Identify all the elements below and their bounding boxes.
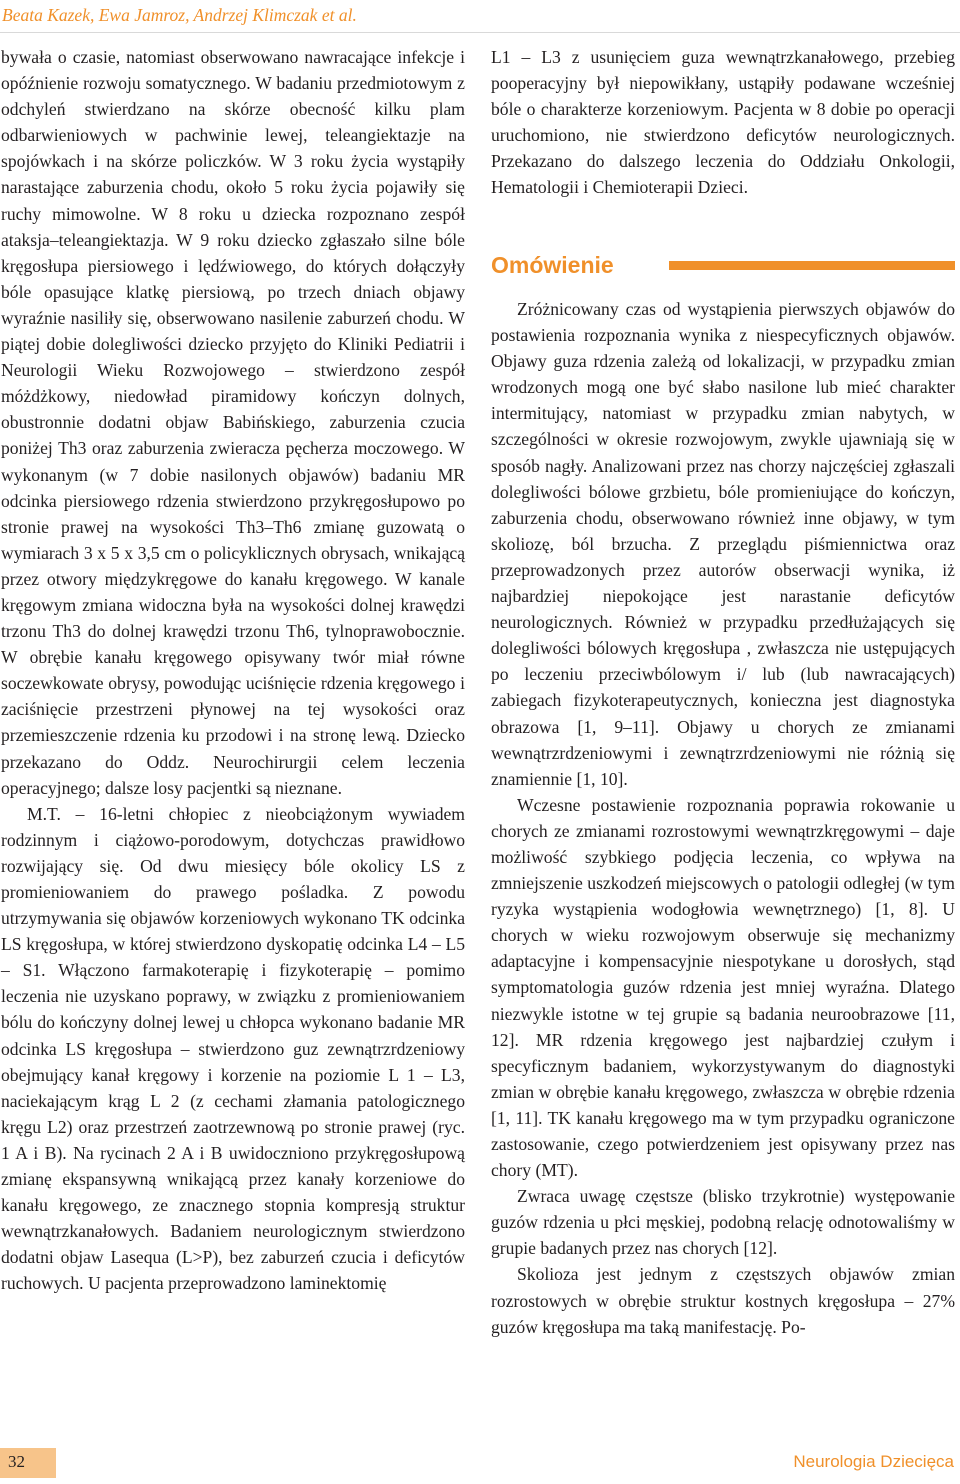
body-paragraph: Zróżnicowany czas od wystąpienia pierwszych objawów do postawienia rozpoznania wynika z niespecyficznych objawów. Objawy guza rdzenia zależą od lokalizacji, w przypadku zmian wrodzonych mogą one być słabo nasilone lub mieć charakter intermitujący, natomiast w przypadku zmian nabytych, w szczególności w okresie rozwojowym, zwykle ujawniają się w sposób nagły. Analizowani przez nas chorzy najczęściej zgłaszali dolegliwości bólowe grzbietu, bóle promieniujące do kończyn, zaburzenia chodu, obserwowano również inne objawy, w tym skoliozę, ból brzucha. Z przeglądu piśmiennictwa oraz przeprowadzonych przez autorów obserwacji wynika, iż najbardziej niepokojące jest narastanie deficytów neurologicznych. Również w przypadku przedłużających się dolegliwości bólowych kręgosłupa , zwłaszcza nie ustępujących po leczeniu przeciwbólowym i/ lub (lub nawracających) zabiegach fizykoterapeutycznych, konieczna jest diagnostyka obrazowa [1, 9–11]. Objawy u chorych ze zmianami wewnątrzrdzeniowymi i zewnątrzrdzeniowymi nie różnią się znamiennie [1, 10]. bbox=[491, 299, 955, 789]
page-number-box bbox=[0, 1448, 56, 1478]
body-paragraph: Wczesne postawienie rozpoznania poprawia rokowanie u chorych ze zmianami rozrostowymi wewnątrzkręgowymi – daje możliwość szybkiego podjęcia leczenia, co wpływa na zmniejszenie uszkodzeń miejscowych o patologii odległej (w tym ryzyka wystąpienia wodogłowia wewnętrznego) [1, 8]. U chorych w wieku rozwojowym obserwuje się mechanizmy adaptacyjne i kompensacyjnie niespotykane u dorosłych, stąd symptomatologia guzów rdzenia jest mniej wyraźna. Dlatego niezwykle istotne w tej grupie są badania neuroobrazowe [11, 12]. MR rdzenia kręgowego jest najbardziej czułym i specyficznym badaniem, wykorzystywanym do diagnostyki zmian w obrębie kanału kręgowego, zwłaszcza w obrębie rdzenia [1, 11]. TK kanału kręgowego ma w tym przypadku ograniczone zastosowanie, czego potwierdzeniem jest opisywany przez nas chory (MT). bbox=[491, 794, 955, 1181]
body-paragraph: M.T. – 16-letni chłopiec z nieobciążonym wywiadem rodzinnym i ciążowo-porodowym, dotychczas prawidłowo rozwijający się. Od dwu miesięcy bóle okolicy LS z promieniowaniem do prawego pośladka. Z powodu utrzymywania się objawów korzeniowych wykonano TK odcinka LS kręgosłupa, w której stwierdzono dyskopatię odcinka L4 – L5 – S1. Włączono farmakoterapię i fizykoterapię – pomimo leczenia nie uzyskano poprawy, w związku z promieniowaniem bólu do kończyny dolnej lewej u chłopca wykonano badanie MR odcinka LS kręgosłupa – stwierdzono guz zewnątrzrdzeniowy obejmujący kanał kręgowy i korzenie na poziomie L 1 – L3, naciekającym krąg L 2 (z cechami złamania patologicznego kręgu L2) oraz przestrzeń zaotrzewnową po stronie prawej (ryc. 1 A i B). Na rycinach 2 A i B uwidoczniono przykręgosłupową zmianę ekspansywną wnikającą przez kanały korzeniowe do kanału kręgowego, ze znacznego stopnia kompresją struktur wewnątrzkanałowych. Badaniem neurologicznym stwierdzono dodatni objaw Lasequa (L>P), bez zaburzeń czucia i deficytów ruchowych. U pacjenta przeprowadzono laminektomię bbox=[1, 803, 465, 1294]
page-number: 32 bbox=[8, 1452, 25, 1471]
body-paragraph: bywała o czasie, natomiast obserwowano nawracające infekcje i opóźnienie rozwoju somatycznego. W badaniu przedmiotowym z odchyleń stwierdzano na skórze obecność kilku plam odbarwieniowych w pachwinie lewej, teleangiektazje na spojówkach i na skórze policzków. W 3 roku życia wystąpiły narastające zaburzenia chodu, około 5 roku życia pojawiły się ruchy mimowolne. W 8 roku u dziecka rozpoznano zespół ataksja–teleangiektazja. W 9 roku dziecko zgłaszało silne bóle kręgosłupa piersiowego i lędźwiowego, do których dołączyły bóle opasujące klatkę piersiową, po trzech dniach objawy wyraźnie nasiliły się, obserwowano nasilenie zaburzeń chodu. W piątej dobie dolegliwości dziecko przyjęto do Kliniki Pediatrii i Neurologii Wieku Rozwojowego – stwierdzono zespół móżdżkowy, niedowład piramidowy kończyn dolnych, obustronnie dodatni objaw Babińskiego, zaburzenia czucia poniżej Th3 oraz zaburzenia zwieracza pęcherza moczowego. W wykonanym (w 7 dobie nasilonych objawów) badaniu MR odcinka piersiowego rdzenia stwierdzono przykręgosłupowo po stronie prawej na wysokości Th3–Th6 zmianę guzowatą o wymiarach 3 x 5 x 3,5 cm o policyklicznych obrysach, wnikającą przez otwory międzykręgowe do kanału kręgowego. W kanale kręgowym zmiana widoczna była na wysokości dolnej krawędzi trzonu Th3 do dolnej krawędzi trzonu Th6, tylnoprawobocznie. W obrębie kanału kręgowego opisywany twór miał równe soczewkowate obrysy, powodując uciśnięcie rdzenia kręgowego i zaciśnięcie przestrzeni płynowej na tej wysokości oraz przemieszczenie rdzenia ku przodowi i na stronę lewą. Dziecko przekazano do Oddz. Neurochirurgii celem leczenia operacyjnego; dalsze losy pacjentki są nieznane. bbox=[1, 47, 465, 798]
journal-name: Neurologia Dziecięca bbox=[793, 1452, 954, 1471]
body-paragraph: L1 – L3 z usunięciem guza wewnątrzkanałowego, przebieg pooperacyjny był niepowikłany, ustąpiły podawane wcześniej bóle o charakterze korzeniowym. Pacjenta w 8 dobie po operacji uruchomiono, nie stwierdzono deficytów neurologicznych. Przekazano do dalszego leczenia do Oddziału Onkologii, Hematologii i Chemioterapii Dzieci. bbox=[491, 47, 955, 198]
body-paragraph: Zwraca uwagę częstsze (blisko trzykrotnie) występowanie guzów rdzenia u płci męskiej, podobną relację odnotowaliśmy w grupie badanych przez nas chorych [12]. bbox=[491, 1186, 955, 1259]
section-rule-bar bbox=[669, 261, 955, 270]
right-column bbox=[491, 44, 955, 201]
left-column bbox=[1, 44, 465, 1297]
right-column-continued bbox=[491, 296, 955, 1340]
section-heading bbox=[491, 250, 955, 284]
section-title: Omówienie bbox=[491, 252, 614, 278]
running-head-authors: Beata Kazek, Ewa Jamroz, Andrzej Klimczak et al. bbox=[0, 5, 960, 33]
body-paragraph: Skolioza jest jednym z częstszych objawów zmian rozrostowych w obrębie struktur kostnych kręgosłupa – 27% guzów kręgosłupa ma taką manifestację. Po- bbox=[491, 1264, 955, 1337]
